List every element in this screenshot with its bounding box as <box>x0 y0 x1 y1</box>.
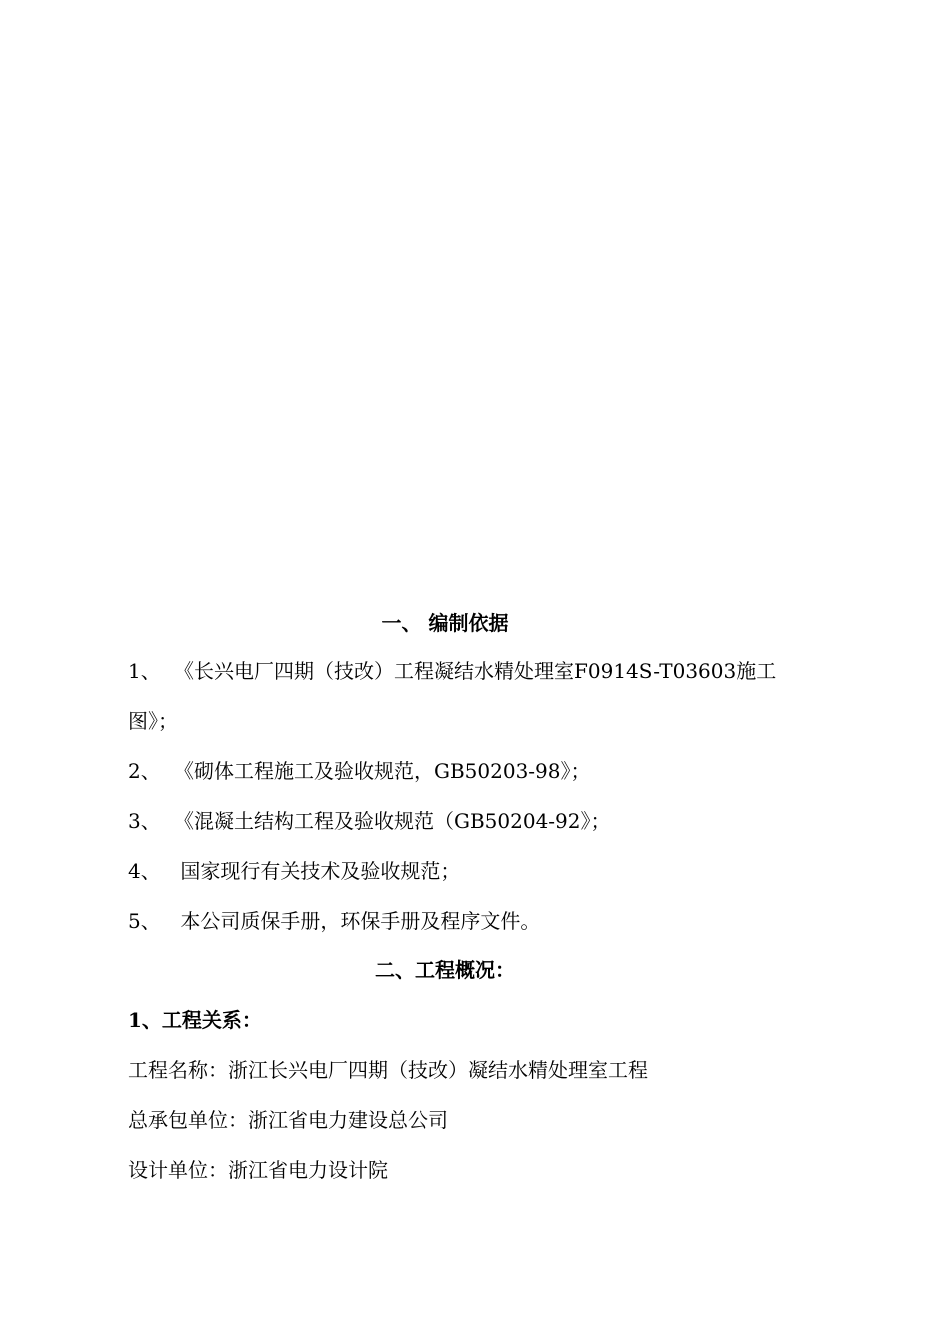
basis-item-1-number: 1、 <box>128 659 161 683</box>
section-2-subheading: 1、工程关系： <box>128 1008 262 1032</box>
basis-item-5-text: 本公司质保手册，环保手册及程序文件。 <box>174 909 541 933</box>
basis-item-3 <box>128 807 611 835</box>
basis-item-3-number: 3、 <box>128 809 161 833</box>
basis-item-5 <box>128 907 540 935</box>
basis-item-2 <box>128 757 591 785</box>
design-unit-line: 设计单位：浙江省电力设计院 <box>128 1158 388 1182</box>
section-1-heading: 一、 编制依据 <box>381 611 509 635</box>
basis-item-2-text: 《砌体工程施工及验收规范，GB50203-98》； <box>174 759 591 783</box>
basis-item-4-text: 国家现行有关技术及验收规范； <box>174 859 461 883</box>
basis-item-1-text: 《长兴电厂四期（技改）工程凝结水精处理室F0914S-T03603施工 <box>174 659 777 683</box>
project-name-line: 工程名称：浙江长兴电厂四期（技改）凝结水精处理室工程 <box>128 1058 648 1082</box>
basis-item-1 <box>128 657 776 685</box>
general-contractor-line: 总承包单位：浙江省电力建设总公司 <box>128 1108 448 1132</box>
basis-item-3-text: 《混凝土结构工程及验收规范（GB50204-92》； <box>174 809 611 833</box>
basis-item-2-number: 2、 <box>128 759 161 783</box>
basis-item-1-continued-text: 图》； <box>128 709 178 733</box>
section-2-heading: 二、工程概况： <box>375 958 515 982</box>
basis-item-4-number: 4、 <box>128 859 161 883</box>
basis-item-5-number: 5、 <box>128 909 161 933</box>
basis-item-1-continued <box>128 707 178 735</box>
basis-item-4 <box>128 857 460 885</box>
